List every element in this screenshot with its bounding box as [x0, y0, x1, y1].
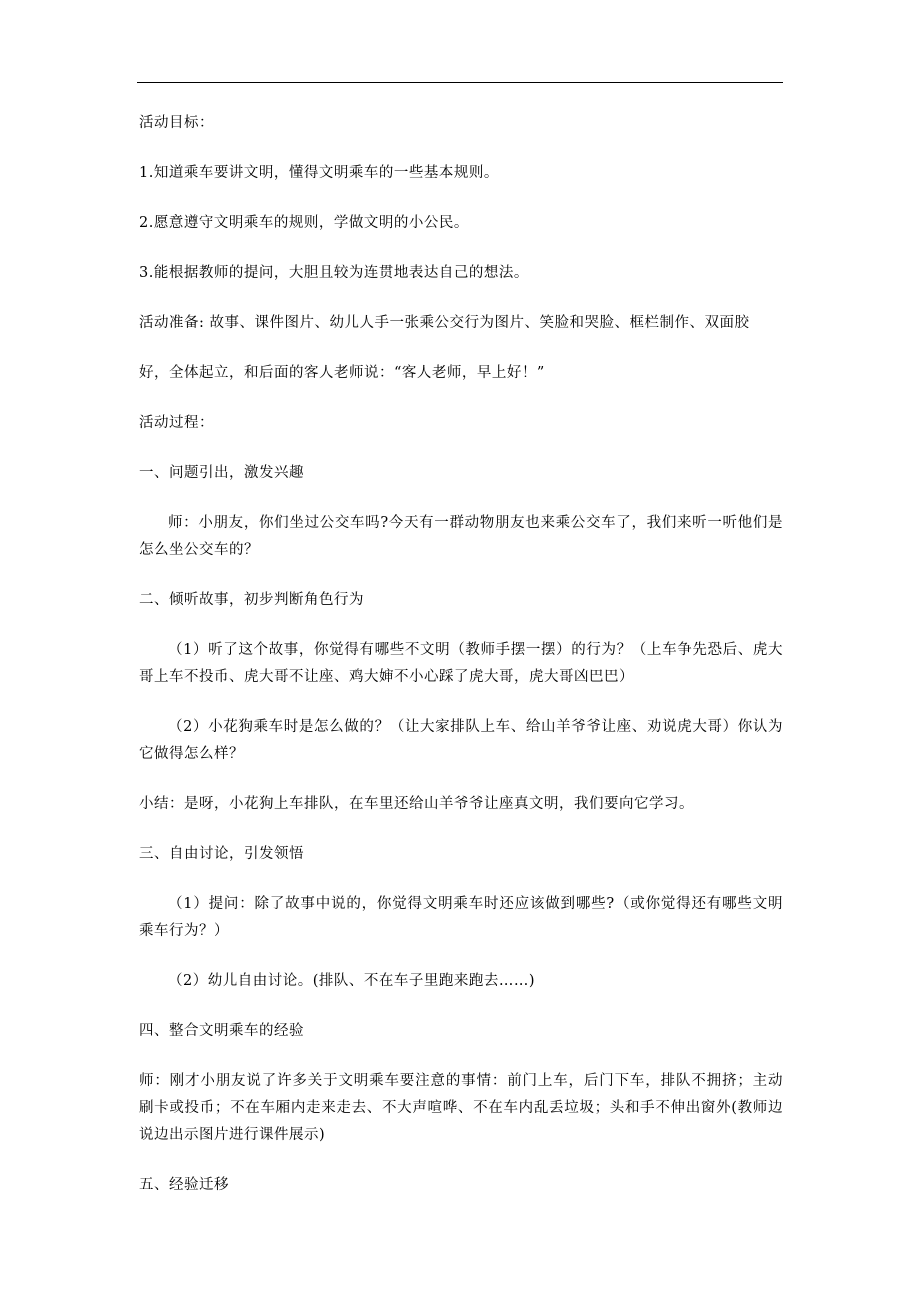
paragraph-2: 1.知道乘车要讲文明，懂得文明乘车的一些基本规则。 [139, 165, 499, 181]
paragraph-14: 三、自由讨论，引发领悟 [139, 846, 304, 862]
paragraph-8: 一、问题引出，激发兴趣 [139, 465, 304, 481]
paragraph-16: （2）幼儿自由讨论。(排队、不在车子里跑来跑去……) [168, 973, 536, 989]
paragraph-17: 四、整合文明乘车的经验 [139, 1023, 304, 1039]
paragraph-13: 小结：是呀，小花狗上车排队，在车里还给山羊爷爷让座真文明，我们要向它学习。 [139, 796, 694, 812]
paragraph-19: 五、经验迁移 [139, 1177, 229, 1193]
paragraph-10: 二、倾听故事，初步判断角色行为 [139, 592, 364, 608]
paragraph-11: （1）听了这个故事，你觉得有哪些不文明（教师手摆一摆）的行为？（上车争先恐后、虎大哥上车不投币、虎大哥不让座、鸡大婶不小心踩了虎大哥，虎大哥凶巴巴） [139, 642, 783, 685]
paragraph-7: 活动过程： [139, 415, 214, 431]
paragraph-3: 2.愿意遵守文明乘车的规则，学做文明的小公民。 [139, 215, 469, 231]
paragraph-1: 活动目标： [139, 115, 214, 131]
paragraph-6: 好，全体起立，和后面的客人老师说：“客人老师，早上好！” [139, 365, 545, 381]
paragraph-9: 师：小朋友，你们坐过公交车吗?今天有一群动物朋友也来乘公交车了，我们来听一听他们是怎么坐公交车的？ [139, 515, 783, 558]
paragraph-15: （1）提问：除了故事中说的，你觉得文明乘车时还应该做到哪些?（或你觉得还有哪些文明乘车行为？） [139, 896, 783, 939]
document-body [139, 110, 783, 1222]
paragraph-18: 师：刚才小朋友说了许多关于文明乘车要注意的事情：前门上车，后门下车，排队不拥挤；主动刷卡或投币；不在车厢内走来走去、不大声喧哗、不在车内乱丢垃圾；头和手不伸出窗外(教师边说边出示图片进行课件展示) [139, 1073, 783, 1143]
paragraph-5: 活动准备: 故事、课件图片、幼儿人手一张乘公交行为图片、笑脸和哭脸、框栏制作、双面胶 [139, 315, 750, 331]
header-rule [137, 82, 783, 83]
paragraph-4: 3.能根据教师的提问，大胆且较为连贯地表达自己的想法。 [139, 265, 529, 281]
paragraph-12: （2）小花狗乘车时是怎么做的？（让大家排队上车、给山羊爷爷让座、劝说虎大哥）你认为它做得怎么样？ [139, 719, 783, 762]
